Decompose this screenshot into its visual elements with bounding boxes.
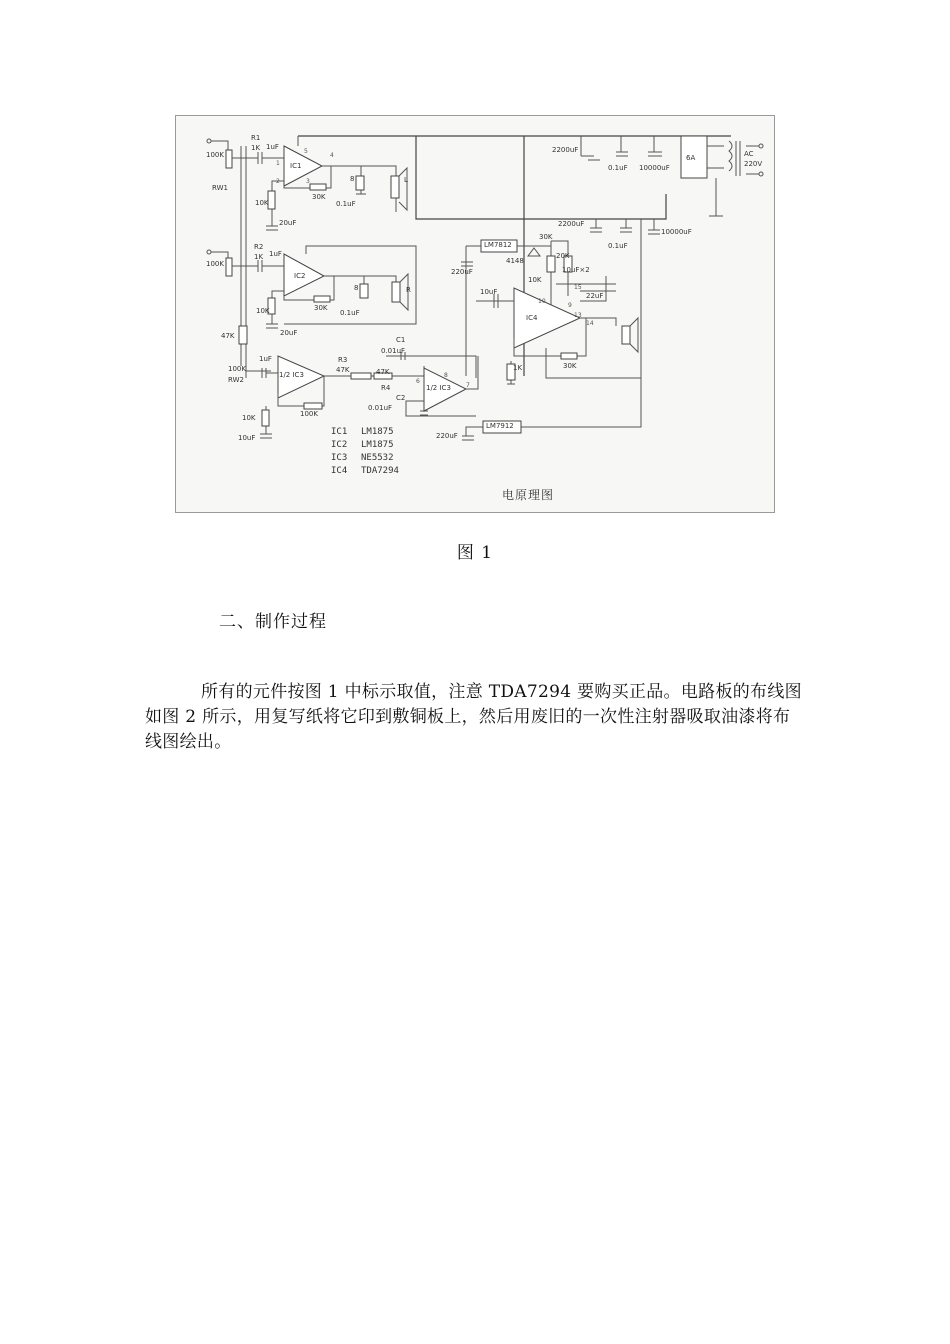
- label-lm7812: LM7812: [484, 241, 512, 249]
- label-c3in: 1uF: [259, 355, 272, 363]
- pin-label: 4: [330, 152, 334, 159]
- label-c01-b: 0.1uF: [608, 242, 628, 250]
- label-c20u-2: 20uF: [280, 329, 298, 337]
- label-r2: R2: [254, 243, 264, 251]
- label-c20u-1: 20uF: [279, 219, 297, 227]
- label-r30k-2: 30K: [314, 304, 328, 312]
- transformer-primary: [729, 141, 732, 171]
- legend-part: TDA7294: [361, 466, 399, 476]
- speaker-right: [392, 282, 400, 302]
- pin-label: 10: [538, 298, 546, 305]
- label-c22u: 22uF: [586, 292, 604, 300]
- legend-ic: IC4: [331, 466, 348, 476]
- legend-part: LM1875: [361, 427, 394, 437]
- pin-label: 9: [568, 302, 572, 309]
- label-r10k-4: 10K: [528, 276, 542, 284]
- label-fuse: 6A: [686, 154, 696, 162]
- pin-label: 6: [416, 378, 420, 385]
- circuit-schematic-figure: [175, 115, 775, 513]
- legend-part: NE5532: [361, 453, 394, 463]
- label-r30k-4: 30K: [539, 233, 553, 241]
- label-r1: R1: [251, 134, 261, 142]
- label-c01-2: 0.1uF: [340, 309, 360, 317]
- label-lm7912: LM7912: [486, 422, 514, 430]
- label-c10000-b: 10000uF: [661, 228, 692, 236]
- label-r10k-3: 10K: [242, 414, 256, 422]
- pin-label: 14: [586, 320, 594, 327]
- ic-legend: [331, 426, 399, 478]
- label-r3: R3: [338, 356, 348, 364]
- label-c2200-a: 2200uF: [552, 146, 579, 154]
- body-paragraph: 所有的元件按图 1 中标示取值，注意 TDA7294 要购买正品。电路板的布线图如图 2 所示，用复写纸将它印到敷铜板上，然后用废旧的一次性注射器吸取油漆将布线图绘出。: [145, 682, 802, 752]
- label-ac: AC: [744, 150, 754, 158]
- label-c2: C2: [396, 394, 406, 402]
- label-c10u-4: 10uF: [480, 288, 498, 296]
- label-c01-1: 0.1uF: [336, 200, 356, 208]
- pin-label: 3: [306, 178, 310, 185]
- pin-label: 7: [466, 382, 470, 389]
- label-r10k-1: 10K: [255, 199, 269, 207]
- label-c1: C1: [396, 336, 406, 344]
- figure-caption: 图 1: [456, 543, 494, 563]
- label-c1-value: 0.01uF: [381, 347, 406, 355]
- label-d4148: 4148: [506, 257, 524, 265]
- label-speaker-r: R: [406, 286, 411, 294]
- label-c10u-3: 10uF: [238, 434, 256, 442]
- label-vol1: 100K: [206, 151, 224, 159]
- label-vol3: 100K: [228, 365, 246, 373]
- label-r47k: 47K: [221, 332, 235, 340]
- label-r20k: 20K: [556, 252, 570, 260]
- label-c01-a: 0.1uF: [608, 164, 628, 172]
- legend-row: [331, 426, 399, 439]
- speaker-left: [391, 176, 399, 198]
- label-ic1: IC1: [290, 162, 302, 170]
- label-c1in: 1uF: [266, 143, 279, 151]
- label-ic3b: 1/2 IC3: [426, 384, 451, 392]
- label-speaker-l: L: [404, 176, 408, 184]
- pin-label: 13: [574, 312, 582, 319]
- legend-ic: IC3: [331, 453, 348, 463]
- label-r30k-5: 30K: [563, 362, 577, 370]
- label-ac-voltage: 220V: [744, 160, 763, 168]
- label-r8-1: 8: [350, 175, 355, 183]
- label-c10u-x2: 10uF×2: [562, 266, 590, 274]
- label-ic3a: 1/2 IC3: [279, 371, 304, 379]
- legend-row: [331, 465, 399, 478]
- label-r4-value: 47K: [376, 368, 390, 376]
- label-c220-b: 220uF: [436, 432, 458, 440]
- section-heading: 二、制作过程: [219, 612, 327, 632]
- pin-label: 2: [276, 178, 280, 185]
- label-r30k-1: 30K: [312, 193, 326, 201]
- pin-label: 5: [304, 148, 308, 155]
- label-vol2: 100K: [206, 260, 224, 268]
- label-r8-2: 8: [354, 284, 359, 292]
- pin-label: 8: [444, 372, 448, 379]
- schematic-drawing: [176, 116, 776, 514]
- legend-part: LM1875: [361, 440, 394, 450]
- legend-ic: IC2: [331, 440, 348, 450]
- label-r3-value: 47K: [336, 366, 350, 374]
- label-r10k-2: 10K: [256, 307, 270, 315]
- pin-label: 15: [574, 284, 582, 291]
- label-r100k: 100K: [300, 410, 318, 418]
- label-c2-value: 0.01uF: [368, 404, 393, 412]
- label-r1k: 1K: [513, 364, 523, 372]
- label-rw1: RW1: [212, 184, 228, 192]
- label-c2in: 1uF: [269, 250, 282, 258]
- label-c10000-a: 10000uF: [639, 164, 670, 172]
- label-c2200-b: 2200uF: [558, 220, 585, 228]
- label-c220-a: 220uF: [451, 268, 473, 276]
- label-rw2: RW2: [228, 376, 244, 384]
- speaker-ic4: [622, 326, 630, 344]
- label-r2-value: 1K: [254, 253, 264, 261]
- label-r1-value: 1K: [251, 144, 261, 152]
- diagram-title: 电原理图: [502, 488, 555, 502]
- legend-ic: IC1: [331, 427, 348, 437]
- label-r4: R4: [381, 384, 391, 392]
- label-ic2: IC2: [294, 272, 306, 280]
- pin-label: 1: [276, 160, 280, 167]
- label-ic4: IC4: [526, 314, 538, 322]
- legend-row: [331, 452, 399, 465]
- legend-row: [331, 439, 399, 452]
- ic4-tda7294: [514, 288, 580, 348]
